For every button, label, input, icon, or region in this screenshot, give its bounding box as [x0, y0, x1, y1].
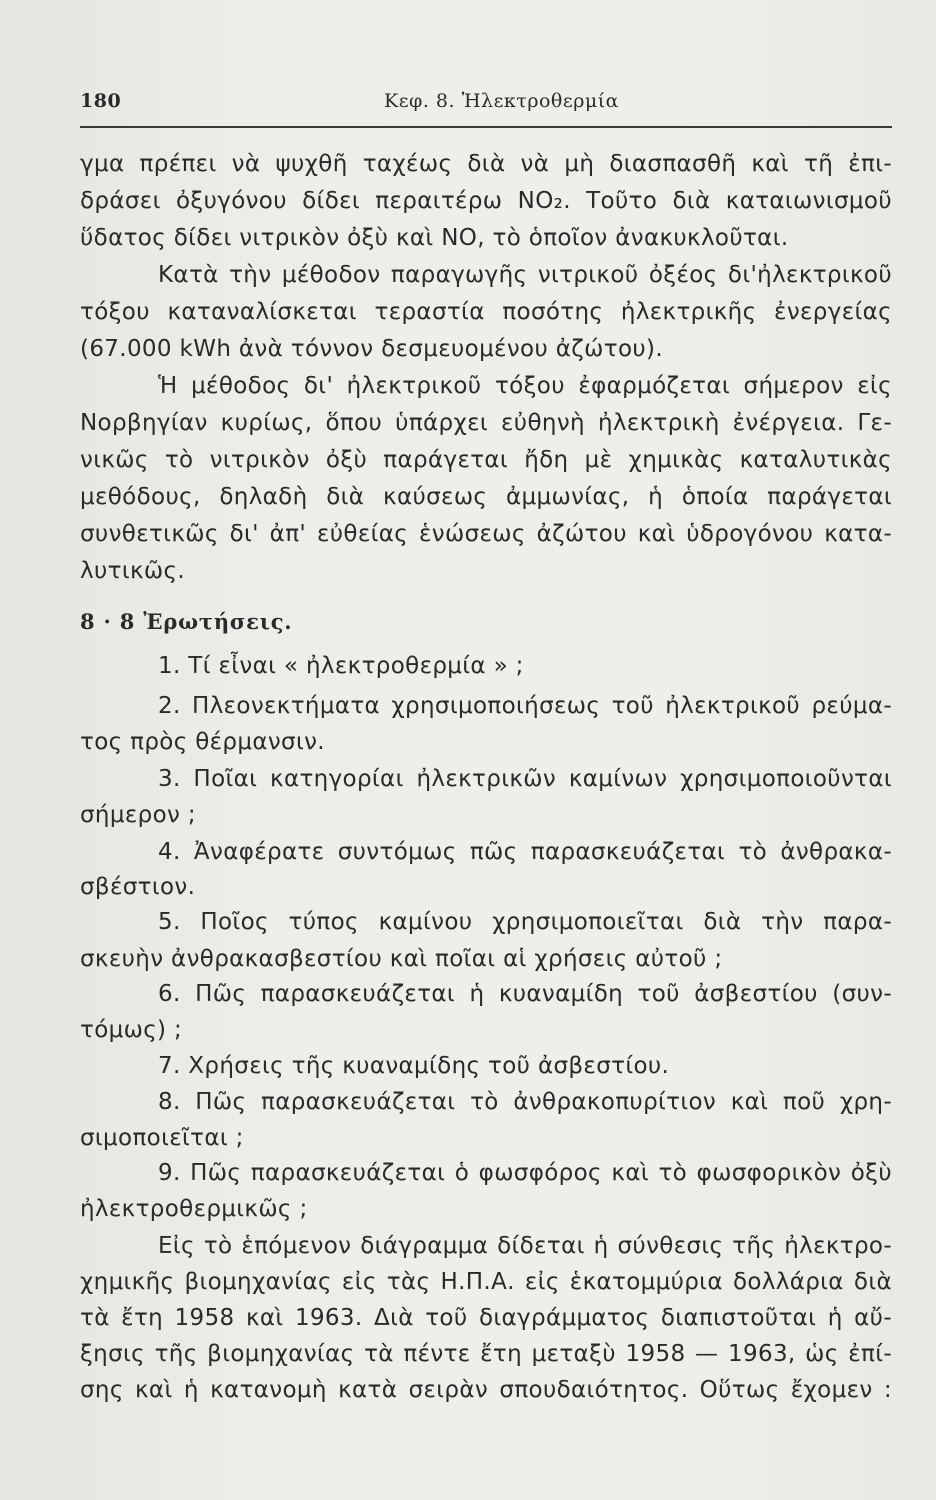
question-line: 8. Πῶς παρασκευάζεται τὸ ἀνθρακοπυρίτιον καὶ ποῦ χρη-	[158, 1089, 892, 1115]
text-line: Εἰς τὸ ἑπόμενον διάγραμμα δίδεται ἡ σύνθεσις τῆς ἠλεκτρο-	[158, 1233, 892, 1259]
text-line: Νορβηγίαν κυρίως, ὅπου ὑπάρχει εὐθηνὴ ἠλεκτρικὴ ἐνέργεια. Γε-	[80, 410, 892, 436]
running-head: Κεφ. 8. Ἠλεκτροθερμία	[384, 90, 620, 112]
question-line: σκευὴν ἀνθρακασβεστίου καὶ ποῖαι αἱ χρήσεις αὐτοῦ ;	[80, 946, 723, 972]
text-line: Κατὰ τὴν μέθοδον παραγωγῆς νιτρικοῦ ὀξέος δι'ἠλεκτρικοῦ	[158, 262, 892, 288]
text-line: Ἡ μέθοδος δι' ἠλεκτρικοῦ τόξου ἐφαρμόζεται σήμερον εἰς	[158, 373, 892, 399]
page-header	[80, 86, 892, 122]
text-line: ὕδατος δίδει νιτρικὸν ὀξὺ καὶ NO, τὸ ὁποῖον ἀνακυκλοῦται.	[80, 225, 789, 251]
question-line: 7. Χρήσεις τῆς κυαναμίδης τοῦ ἀσβεστίου.	[158, 1053, 670, 1079]
question-line: 6. Πῶς παρασκευάζεται ἡ κυαναμίδη τοῦ ἀσβεστίου (συν-	[158, 981, 892, 1007]
question-line: 3. Ποῖαι κατηγορίαι ἠλεκτρικῶν καμίνων χρησιμοποιοῦνται	[158, 766, 892, 792]
section-heading: 8 · 8 Ἐρωτήσεις.	[80, 609, 293, 634]
question-line: 4. Ἀναφέρατε συντόμως πῶς παρασκευάζεται τὸ ἀνθρακα-	[158, 839, 892, 865]
text-line: χημικῆς βιομηχανίας εἰς τὰς Η.Π.Α. εἰς ἑκατομμύρια δολλάρια διὰ	[80, 1269, 892, 1295]
text-line: λυτικῶς.	[80, 558, 185, 584]
question-line: σήμερον ;	[80, 802, 196, 828]
question-line: 9. Πῶς παρασκευάζεται ὁ φωσφόρος καὶ τὸ φωσφορικὸν ὀξὺ	[158, 1160, 892, 1186]
question-line: τόμως) ;	[80, 1017, 183, 1043]
text-line: γμα πρέπει νὰ ψυχθῆ ταχέως διὰ νὰ μὴ διασπασθῆ καὶ τῆ ἐπι-	[80, 151, 892, 177]
question-line: 2. Πλεονεκτήματα χρησιμοποιήσεως τοῦ ἠλεκτρικοῦ ρεύμα-	[158, 693, 892, 719]
question-line: ἠλεκτροθερμικῶς ;	[80, 1196, 308, 1222]
text-line: (67.000 kWh ἀνὰ τόννον δεσμευομένου ἀζώτου).	[80, 336, 664, 362]
question-line: 5. Ποῖος τύπος καμίνου χρησιμοποιεῖται διὰ τὴν παρα-	[158, 909, 892, 935]
text-line: μεθόδους, δηλαδὴ διὰ καύσεως ἀμμωνίας, ἡ ὁποία παράγεται	[80, 484, 892, 510]
question-line: σιμοποιεῖται ;	[80, 1125, 244, 1151]
text-line: σης καὶ ἡ κατανομὴ κατὰ σειρὰν σπουδαιότητος. Οὕτως ἔχομεν :	[80, 1377, 892, 1403]
text-line: συνθετικῶς δι' ἀπ' εὐθείας ἑνώσεως ἀζώτου καὶ ὑδρογόνου κατα-	[80, 521, 892, 547]
text-line: τὰ ἔτη 1958 καὶ 1963. Διὰ τοῦ διαγράμματος διαπιστοῦται ἡ αὔ-	[80, 1305, 892, 1331]
text-line: τόξου καταναλίσκεται τεραστία ποσότης ἠλεκτρικῆς ἐνεργείας	[80, 299, 892, 325]
question-line: σβέστιον.	[80, 874, 196, 900]
text-line: δράσει ὀξυγόνου δίδει περαιτέρω NO₂. Τοῦτο διὰ καταιωνισμοῦ	[80, 188, 892, 214]
text-line: ξησις τῆς βιομηχανίας τὰ πέντε ἔτη μεταξὺ 1958 — 1963, ὡς ἐπί-	[80, 1341, 892, 1367]
text-line: νικῶς τὸ νιτρικὸν ὀξὺ παράγεται ἤδη μὲ χημικὰς καταλυτικὰς	[80, 447, 892, 473]
page-number: 180	[80, 90, 122, 112]
header-rule	[80, 126, 892, 128]
question-line: τος πρὸς θέρμανσιν.	[80, 729, 325, 755]
question-line: 1. Τί εἶναι « ἠλεκτροθερμία » ;	[158, 653, 524, 679]
